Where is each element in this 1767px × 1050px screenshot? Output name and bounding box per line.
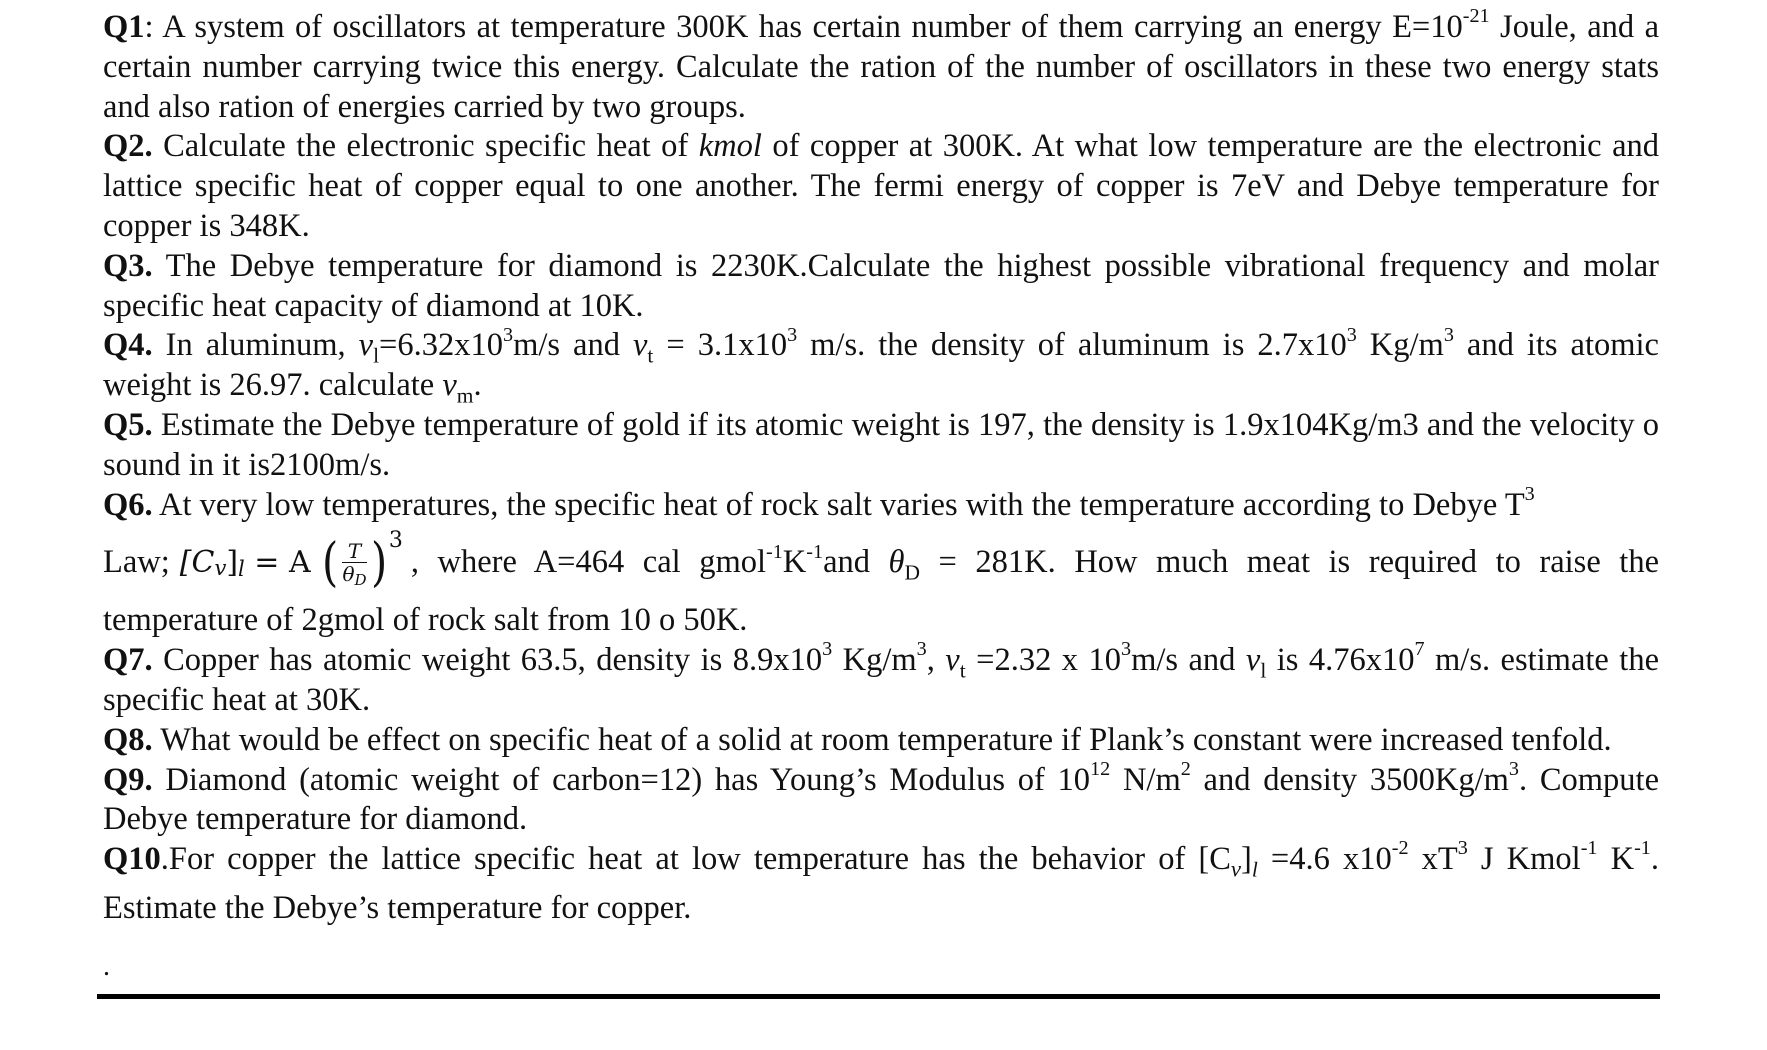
question-text: , [926,642,946,679]
question-10 [103,837,1659,929]
question-text: Kg/m [1356,327,1444,364]
left-paren-icon: ( [322,533,339,594]
italic-subscript: v [1230,856,1241,882]
question-text: and its atomic weight is 26.97. calculate [103,327,1659,404]
question-text: . Estimate the Debye’s temperature for copper. [103,841,1659,927]
question-text: temperature of 2gmol of rock salt from 10 o 50K. [103,602,748,639]
formula-exponent: 3 [388,528,403,554]
superscript: 3 [1346,323,1357,346]
question-text: = 281K. How much meat is required to raise the [920,544,1659,581]
question-text: xT [1408,841,1458,878]
subscript: t [959,658,966,683]
question-number: Q3. [103,247,153,284]
question-6-line-3 [103,601,1659,641]
velocity-symbol: v [1245,642,1261,679]
right-paren-icon: ) [370,533,387,594]
question-6 [103,482,1659,642]
question-text: Estimate the Debye temperature of gold if its atomic weight is 197, the density is 1.9x104Kg/m3 and the velocity o sound in it is2100m/s. [103,406,1659,483]
velocity-symbol: v [358,327,374,364]
subscript: l [1251,857,1258,882]
question-text: , where A=464 cal gmol [410,544,767,581]
subscript: t [647,343,654,368]
superscript: 3 [916,638,927,661]
question-document [103,5,1659,929]
trailing-dot: . [103,951,110,982]
superscript: -21 [1462,5,1490,28]
question-4 [103,323,1659,408]
question-6-law-line [103,525,1659,601]
subscript: D [354,570,367,589]
formula-part: [C [179,545,215,581]
question-text: is 4.76x10 [1266,642,1415,679]
question-text: m/s. the density of aluminum is 2.7x10 [797,327,1347,364]
superscript: -2 [1391,837,1409,860]
question-text: Copper has atomic weight 63.5, density is 8.9x10 [152,642,823,679]
velocity-symbol: v [632,327,648,364]
fraction-numerator: T [347,538,362,563]
question-number: Q10 [103,841,161,878]
superscript: 3 [1508,757,1519,780]
theta-symbol: θ [888,544,905,581]
question-3 [103,247,1659,327]
question-number: Q6. [103,486,153,523]
question-5 [103,406,1659,486]
question-7 [103,638,1659,721]
superscript: -1 [1580,837,1598,860]
question-6-law-text [403,540,1659,585]
fraction [342,540,366,587]
question-text: . [473,367,482,404]
question-number: Q5. [103,406,153,443]
question-text: K [782,544,807,581]
bottom-rule [97,994,1660,999]
question-number: Q2. [103,128,153,165]
question-9 [103,757,1659,841]
question-8 [103,721,1659,761]
subscript: l [1260,658,1267,683]
superscript: 3 [822,638,833,661]
velocity-symbol: v [945,642,960,679]
question-text: ] [1241,841,1252,878]
question-text: . Compute Debye temperature for diamond. [103,761,1659,838]
superscript: 2 [1180,757,1191,780]
formula-part: ] [226,545,239,581]
question-number: Q1 [103,9,145,45]
superscript: 3 [503,323,514,346]
fraction-denominator [342,563,366,587]
theta-symbol: θ [342,561,355,586]
question-text: Calculate the electronic specific heat of [152,128,699,165]
question-text: What would be effect on specific heat of a solid at room temperature if Plank’s constant were increased tenfold. [152,721,1612,758]
formula-part: = A [244,545,321,581]
question-text: =2.32 x 10 [965,642,1122,679]
question-text: =6.32x10 [379,327,504,364]
superscript: 3 [1443,323,1454,346]
question-1 [103,5,1659,127]
subscript: D [904,560,920,585]
question-number: Q8. [103,721,153,758]
superscript: 7 [1414,638,1425,661]
question-2 [103,127,1659,246]
question-text: .For copper the lattice specific heat at low temperature has the behavior of [C [160,841,1231,878]
superscript: -1 [766,540,783,563]
italic-unit: kmol [698,128,762,165]
debye-law-formula [179,528,403,594]
formula-part: l [238,556,245,581]
law-label: Law; [103,544,170,581]
question-text: m/s and [1131,642,1246,679]
subscript: m [456,383,474,408]
question-text: In aluminum, [152,327,359,364]
question-text: and density 3500Kg/m [1190,761,1509,798]
subscript: l [373,343,380,368]
superscript: 3 [1524,482,1535,505]
question-number: Q7. [103,642,153,679]
question-number: Q4. [103,327,153,364]
question-text: K [1597,841,1635,878]
question-text: =4.6 x10 [1257,841,1392,878]
superscript: 3 [1457,837,1468,860]
question-text: m/s. estimate the specific heat at 30K. [103,642,1659,718]
question-text: = 3.1x10 [653,327,788,364]
superscript: 3 [1121,638,1132,661]
superscript: -1 [1634,837,1651,860]
question-text: Joule, and a certain number carrying twice this energy. Calculate the ration of the number of oscillators in these two energy stats and also ration of energies carried by two groups. [103,9,1659,125]
question-text: N/m [1110,761,1181,798]
question-text: J Kmol [1467,841,1581,878]
question-6-line-1 [103,482,1659,526]
question-text: : A system of oscillators at temperature 300K has certain number of them carrying an energy E=10 [144,9,1463,45]
question-number: Q9. [103,761,153,798]
superscript: 12 [1090,757,1111,780]
superscript: -1 [806,540,824,563]
question-text: m/s and [513,327,633,364]
question-text: At very low temperatures, the specific heat of rock salt varies with the temperature according to Debye T [152,486,1525,523]
formula-part: v [214,555,227,580]
superscript: 3 [787,323,798,346]
question-text: Kg/m [832,642,917,679]
question-text: The Debye temperature for diamond is 2230K.Calculate the highest possible vibrational frequency and molar specific heat capacity of diamond at 10K. [103,247,1659,324]
question-text: and [823,544,889,581]
question-text: Diamond (atomic weight of carbon=12) has Young’s Modulus of 10 [152,761,1091,798]
question-text: of copper at 300K. At what low temperature are the electronic and lattice specific heat of copper equal to one another. The fermi energy of copper is 7eV and Debye temperature for copper is 348K. [103,128,1659,244]
velocity-symbol: v [442,367,457,404]
